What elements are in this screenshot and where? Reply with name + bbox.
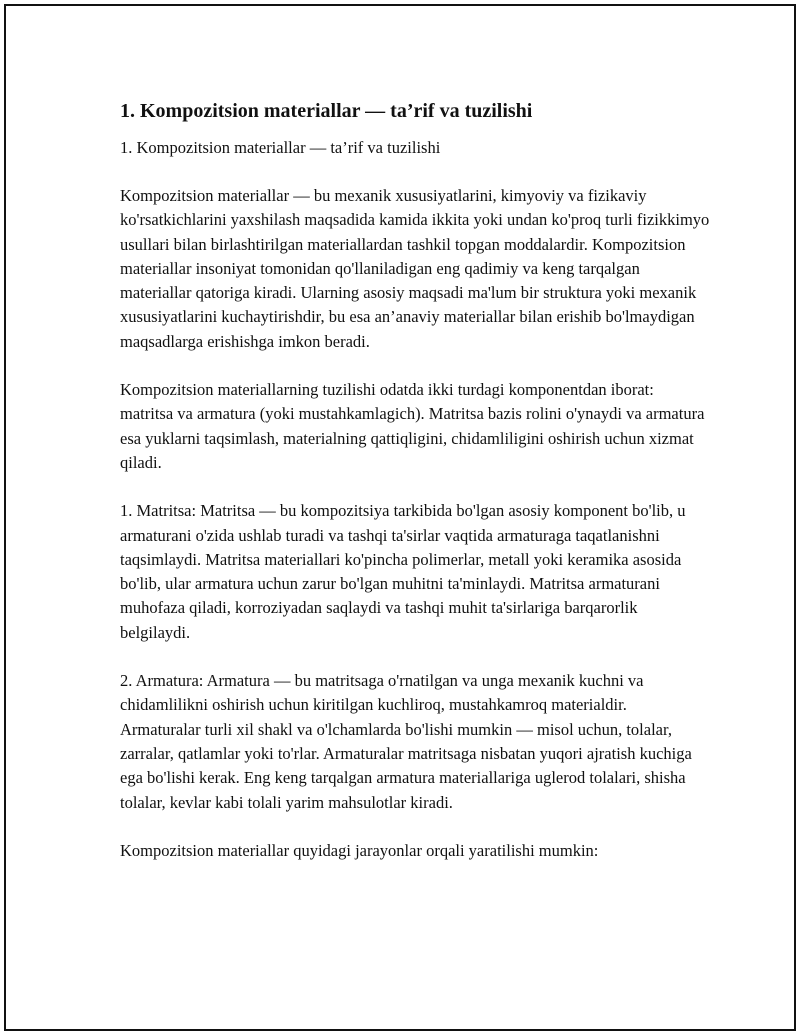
- document-body: [120, 98, 710, 887]
- paragraph-structure: Kompozitsion materiallarning tuzilishi odatda ikki turdagi komponentdan iborat: matritsa va armatura (yoki mustahkamlagich). Matritsa bazis rolini o'ynaydi va armatura esa yuklarni taqsimlash, materialning qattiqligini, chidamliligini oshirish uchun xizmat qiladi.: [120, 380, 705, 472]
- paragraph-matrix: 1. Matritsa: Matritsa — bu kompozitsiya tarkibida bo'lgan asosiy komponent bo'lib, u armaturani o'zida ushlab turadi va tashqi ta'sirlar vaqtida armaturaga taqatlanishni taqsimlaydi. Matritsa materiallari ko'pincha polimerlar, metall yoki keramika asosida bo'lib, ular armatura uchun zarur bo'lgan muhitni ta'minlaydi. Matritsa armaturani muhofaza qiladi, korroziyadan saqlaydi va tashqi muhit ta'sirlariga barqarorlik belgilaydi.: [120, 501, 686, 642]
- page-frame: [4, 4, 796, 1031]
- document-title: 1. Kompozitsion materiallar — ta’rif va tuzilishi: [120, 100, 533, 122]
- paragraph-definition: Kompozitsion materiallar — bu mexanik xususiyatlarini, kimyoviy va fizikaviy ko'rsatkichlarini yaxshilash maqsadida kamida ikkita yoki undan ko'proq turli fizikkimyo usullari bilan birlashtirilgan materiallardan tashkil topgan moddalardir. Kompozitsion materiallar insoniyat tomonidan qo'llaniladigan eng qadimiy va keng tarqalgan materiallar qatoriga kiradi. Ularning asosiy maqsadi ma'lum bir struktura yoki mexanik xususiyatlarini kuchaytirishdir, bu esa an’anaviy materiallar bilan erishib bo'lmaydigan maqsadlarga erishishga imkon beradi.: [120, 186, 710, 351]
- paragraph-reinforcement: 2. Armatura: Armatura — bu matritsaga o'rnatilgan va unga mexanik kuchni va chidamlilikni oshirish uchun kiritilgan kuchliroq, mustahkamroq materialdir. Armaturalar turli xil shakl va o'lchamlarda bo'lishi mumkin — misol uchun, tolalar, zarralar, qatlamlar yoki to'rlar. Armaturalar matritsaga nisbatan yuqori ajratish kuchiga ega bo'lishi kerak. Eng keng tarqalgan armatura materiallariga uglerod tolalari, shisha tolalar, kevlar kabi tolali yarim mahsulotlar kiradi.: [120, 671, 692, 812]
- paragraph-processes: Kompozitsion materiallar quyidagi jarayonlar orqali yaratilishi mumkin:: [120, 840, 599, 860]
- document-subtitle: 1. Kompozitsion materiallar — ta’rif va tuzilishi: [120, 138, 441, 157]
